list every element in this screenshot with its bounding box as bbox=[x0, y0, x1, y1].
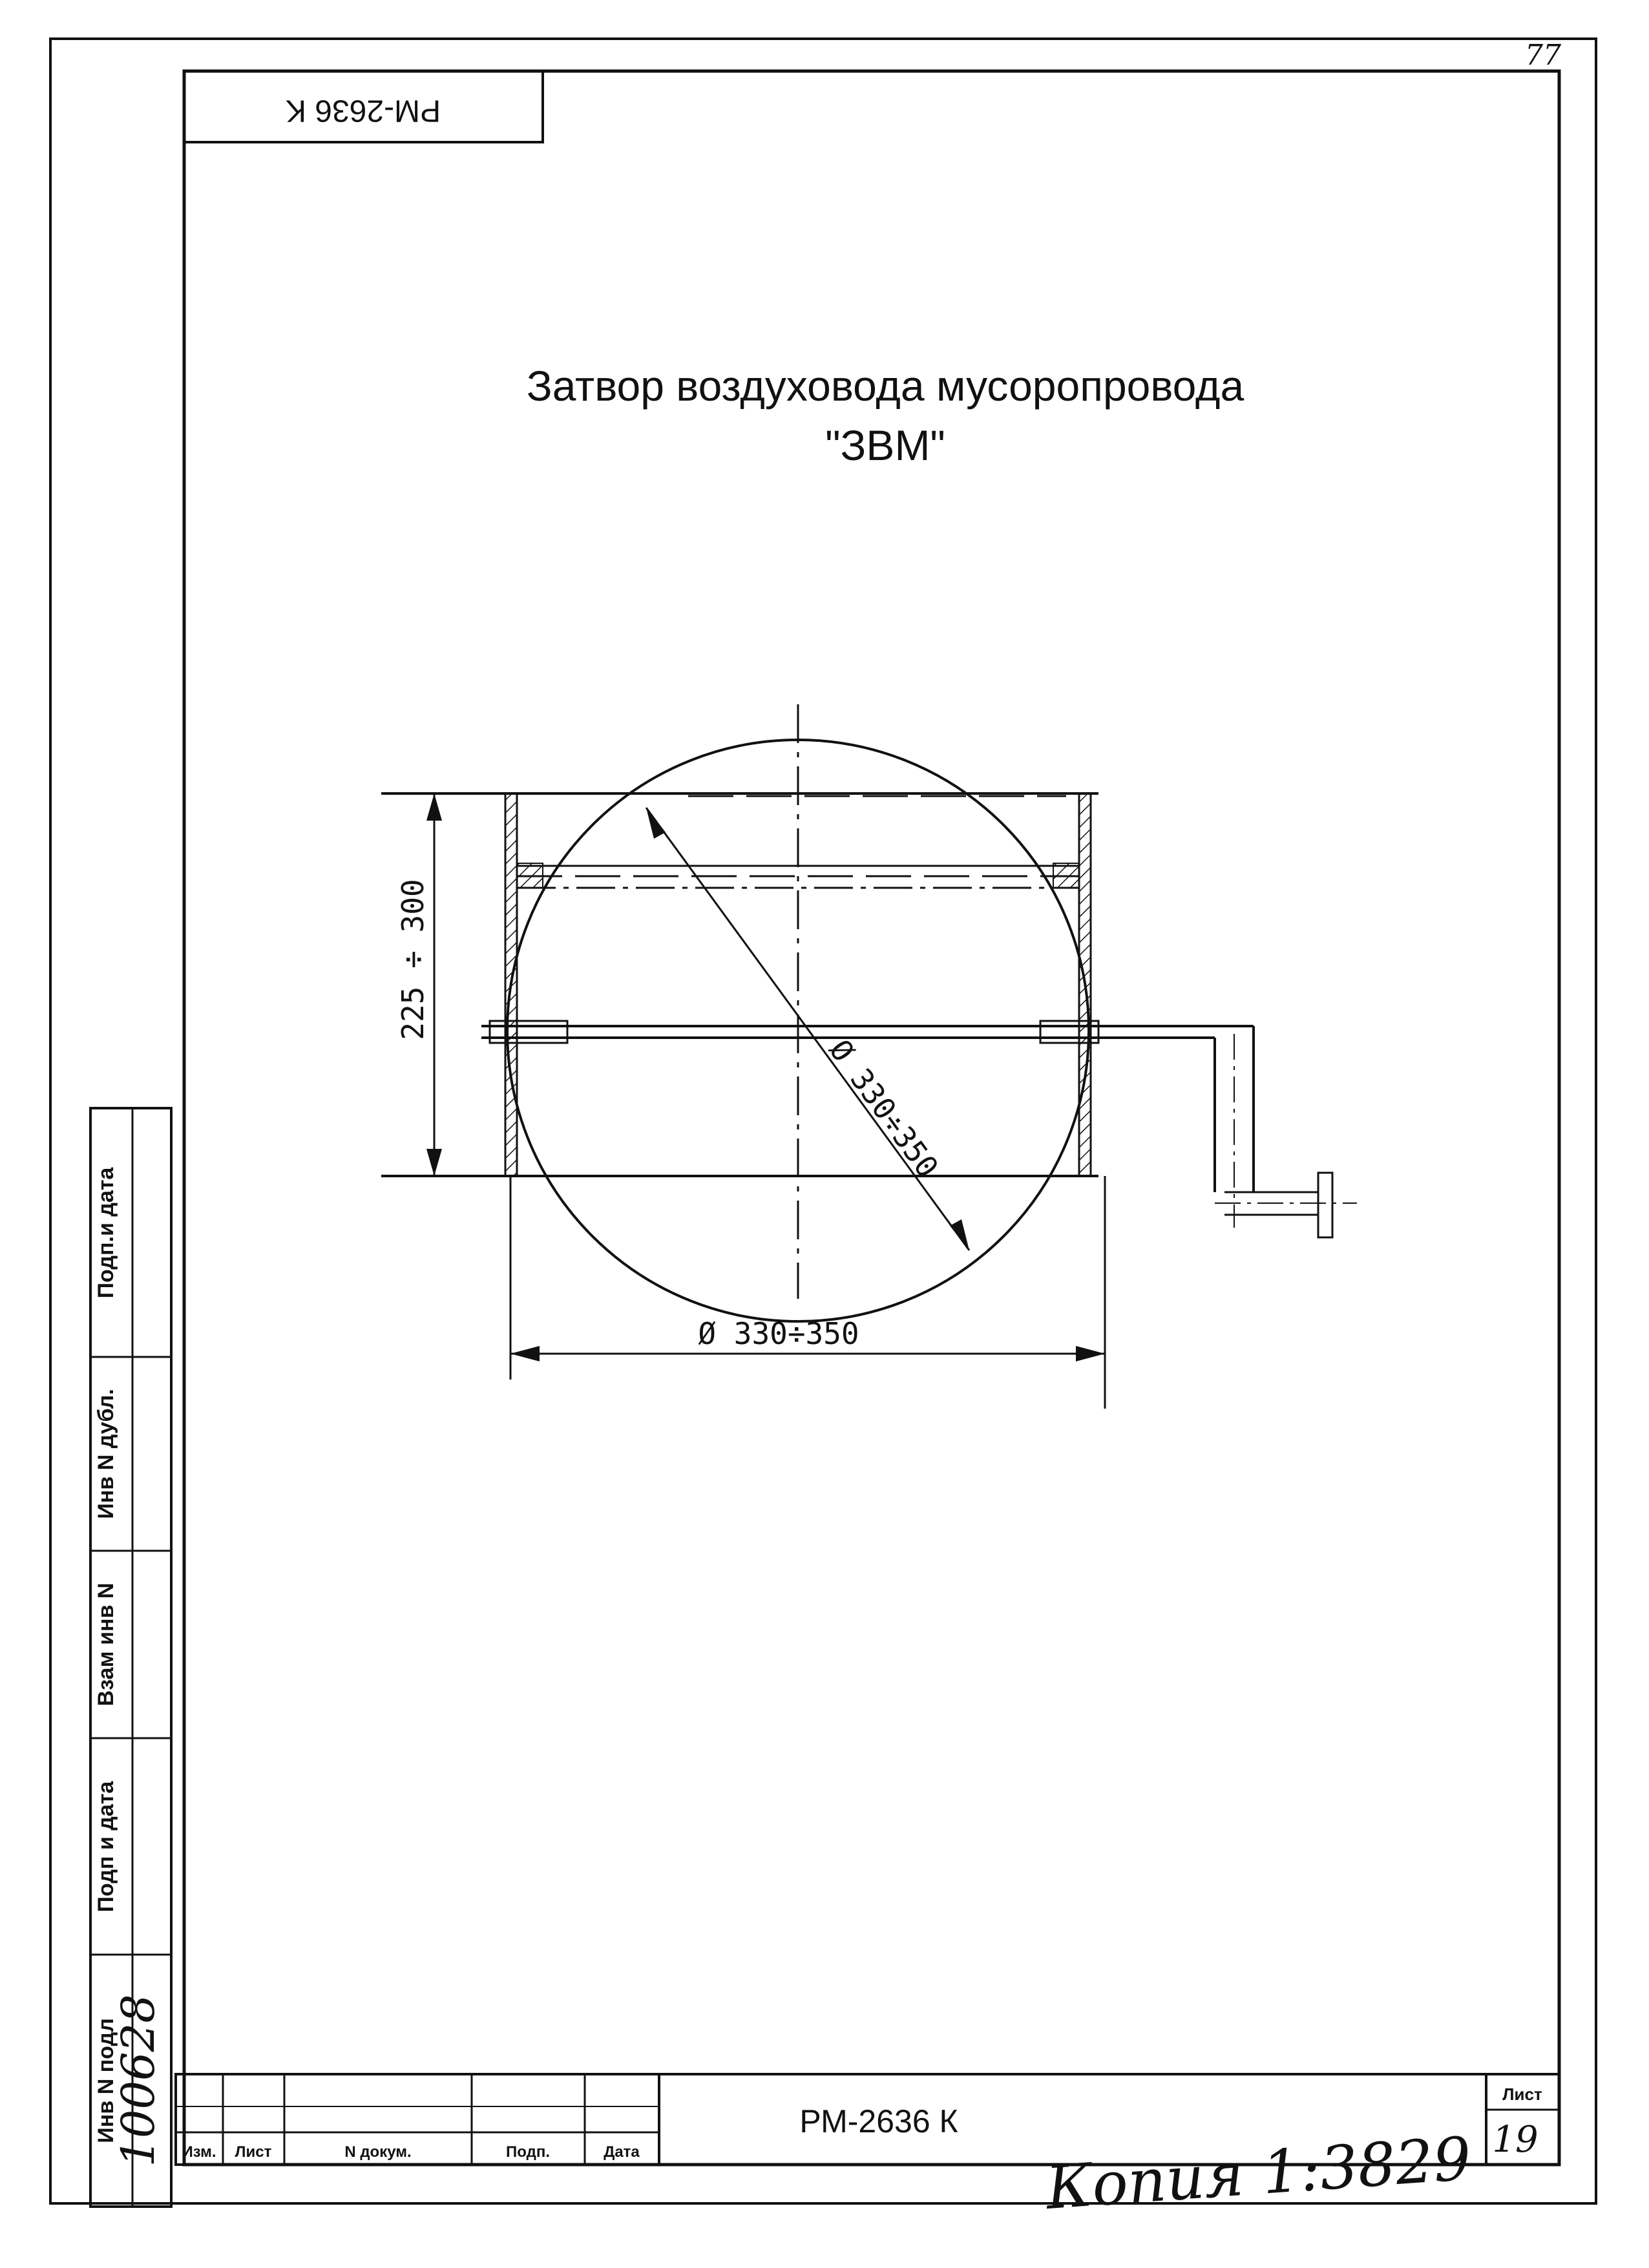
damper-drawing bbox=[381, 704, 1357, 1409]
tb-header-sign: Подп. bbox=[506, 2143, 550, 2161]
height-arrow-top bbox=[426, 793, 442, 821]
diameter-bottom-label: Ø 330÷350 bbox=[698, 1316, 859, 1351]
tb-header-sheet: Лист bbox=[235, 2143, 272, 2161]
diag-arrow-bottom bbox=[950, 1219, 969, 1250]
code-block-text: PM-2636 K bbox=[285, 93, 441, 128]
stamp-cell-inv-dup: Инв N дубл. bbox=[94, 1389, 118, 1519]
drawing-title-mark: "ЗВМ" bbox=[825, 421, 945, 469]
left-flange-hatch bbox=[517, 863, 543, 888]
height-arrow-bottom bbox=[426, 1149, 442, 1176]
tb-header-change: Изм. bbox=[182, 2143, 216, 2161]
right-duct-wall bbox=[1079, 793, 1091, 1176]
stamp-cell-inv-orig: Инв N подл bbox=[94, 2018, 118, 2143]
bottom-arrow-right bbox=[1076, 1346, 1105, 1361]
drawing-title: Затвор воздуховода мусоропровода bbox=[526, 362, 1245, 410]
page-number: 77 bbox=[1525, 39, 1561, 72]
right-flange-hatch bbox=[1053, 863, 1079, 888]
tb-header-date: Дата bbox=[604, 2143, 640, 2161]
diameter-dim-diagonal bbox=[646, 808, 969, 1250]
stamp-cell-replace-inv: Взам инв N bbox=[94, 1582, 118, 1706]
tb-header-docnum: N докум. bbox=[344, 2143, 412, 2161]
height-dimension-label: 225 ÷ 300 bbox=[395, 879, 430, 1040]
stamp-cell-sign-date-2: Подп и дата bbox=[94, 1781, 118, 1913]
tb-sheet-number: 19 bbox=[1492, 2119, 1539, 2161]
footer-handwriting: Копия 1:3829 bbox=[1044, 2124, 1474, 2223]
bottom-arrow-left bbox=[510, 1346, 540, 1361]
left-duct-wall bbox=[505, 793, 517, 1176]
left-bushing bbox=[490, 1021, 567, 1043]
stamp-handwritten-number: 100628 bbox=[112, 1994, 165, 2167]
stamp-cell-sign-date-1: Подп.и дата bbox=[94, 1167, 118, 1299]
handle-knob bbox=[1318, 1173, 1332, 1237]
tb-sheet-label: Лист bbox=[1502, 2084, 1542, 2104]
tb-doc-code: РМ-2636 К bbox=[799, 2103, 958, 2139]
diag-arrow-top bbox=[646, 808, 666, 839]
diameter-diagonal-label: Ø 330÷350 bbox=[822, 1033, 946, 1184]
